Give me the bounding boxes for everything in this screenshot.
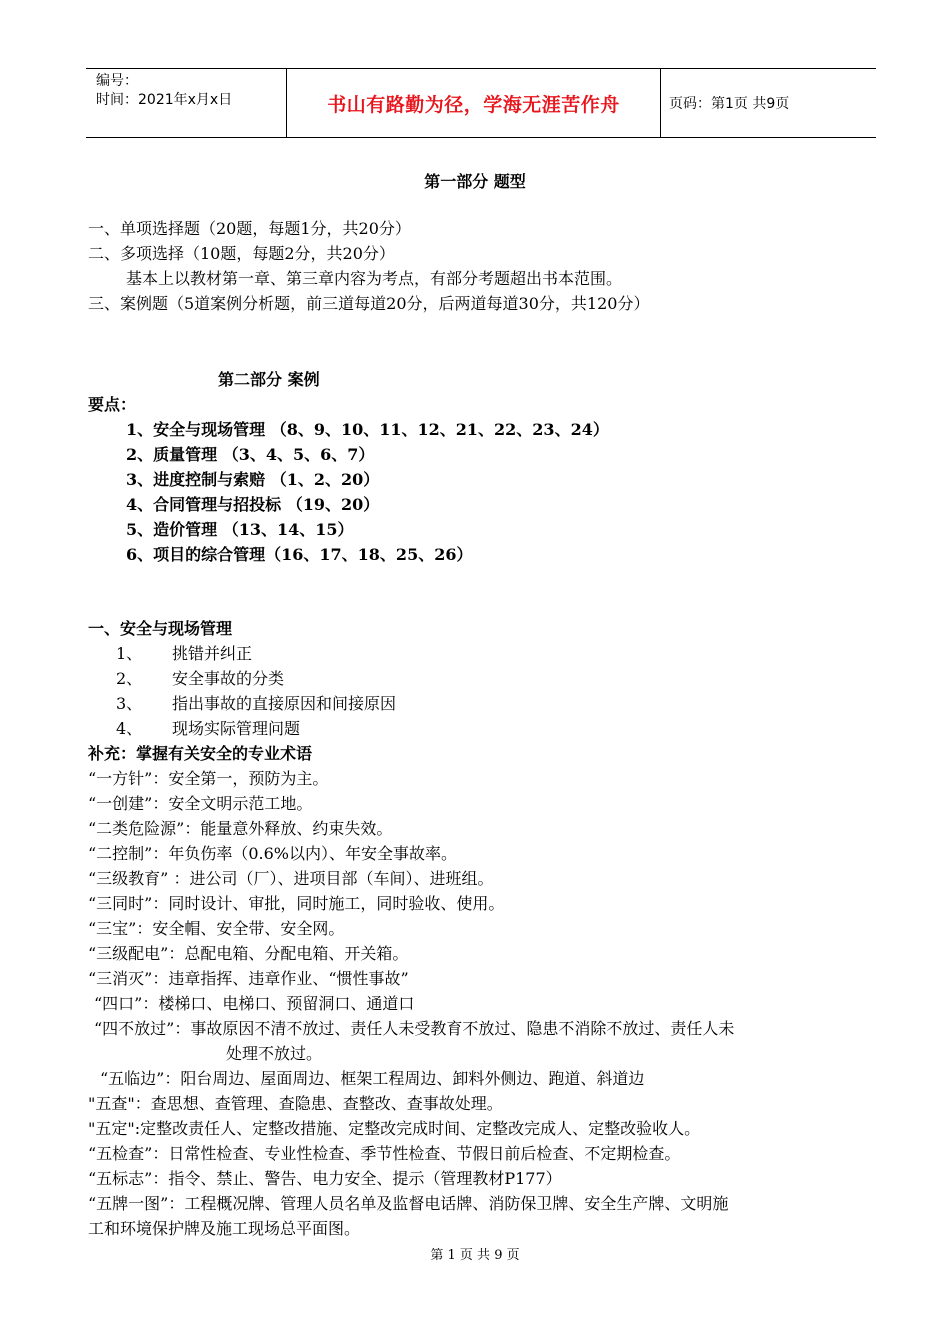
part1-line: 一、单项选择题（20题，每题1分，共20分） <box>88 219 411 238</box>
item-text: 指出事故的直接原因和间接原因 <box>172 694 397 713</box>
term-line: “五临边”：阳台周边、屋面周边、框架工程周边、卸料外侧边、跑道、斜道边 <box>100 1069 645 1088</box>
code-label: 编号： <box>96 73 138 89</box>
item-number: 3、 <box>116 694 143 713</box>
section1-title: 一、安全与现场管理 <box>88 619 233 638</box>
time-label: 时间：2021年x月x日 <box>96 92 233 108</box>
key-point-item: 4、合同管理与招投标 （19、20） <box>126 495 380 514</box>
term-line: “五牌一图”：工程概况牌、管理人员名单及监督电话牌、消防保卫牌、安全生产牌、文明施 <box>88 1194 729 1213</box>
term-line: "五定":定整改责任人、定整改措施、定整改完成时间、定整改完成人、定整改验收人。 <box>88 1119 701 1138</box>
item-number: 1、 <box>116 644 143 663</box>
header-table <box>86 68 876 138</box>
header-motto-cell <box>287 69 661 137</box>
supplement-title: 补充：掌握有关安全的专业术语 <box>88 744 313 763</box>
key-point-item: 1、安全与现场管理 （8、9、10、11、12、21、22、23、24） <box>126 420 609 439</box>
header-meta-cell <box>86 69 287 137</box>
term-line: “三同时”：同时设计、审批，同时施工，同时验收、使用。 <box>88 894 505 913</box>
term-line: 处理不放过。 <box>226 1044 323 1063</box>
term-line: “三消灭”：违章指挥、违章作业、“惯性事故” <box>88 969 409 988</box>
term-line: “二类危险源”：能量意外释放、约束失效。 <box>88 819 393 838</box>
header-page-cell <box>661 69 876 137</box>
term-line: “三级教育” ：进公司（厂）、进项目部（车间）、进班组。 <box>88 869 494 888</box>
section1-item <box>116 693 396 715</box>
item-number: 2、 <box>116 669 143 688</box>
term-line: “三级配电”：总配电箱、分配电箱、开关箱。 <box>88 944 409 963</box>
item-text: 现场实际管理问题 <box>172 719 301 738</box>
term-line: “三宝”：安全帽、安全带、安全网。 <box>88 919 345 938</box>
term-line: “五标志”：指令、禁止、警告、电力安全、提示（管理教材P177） <box>88 1169 562 1188</box>
key-points-label: 要点： <box>88 395 137 414</box>
item-text: 挑错并纠正 <box>172 644 253 663</box>
key-point-item: 6、项目的综合管理（16、17、18、25、26） <box>126 545 473 564</box>
term-line: “一方针”：安全第一，预防为主。 <box>88 769 329 788</box>
section1-item <box>116 643 252 665</box>
term-line: “二控制”：年负伤率（0.6%以内）、年安全事故率。 <box>88 844 458 863</box>
key-point-item: 2、质量管理 （3、4、5、6、7） <box>126 445 375 464</box>
section1-item <box>116 718 300 740</box>
term-line: “一创建”：安全文明示范工地。 <box>88 794 313 813</box>
key-point-item: 3、进度控制与索赔 （1、2、20） <box>126 470 380 489</box>
part1-line: 三、案例题（5道案例分析题，前三道每道20分，后两道每道30分，共120分） <box>88 294 650 313</box>
term-line: "五查"：查思想、查管理、查隐患、查整改、查事故处理。 <box>88 1094 503 1113</box>
term-line: “四不放过”：事故原因不清不放过、责任人未受教育不放过、隐患不消除不放过、责任人未 <box>94 1019 735 1038</box>
part2-title: 第二部分 案例 <box>218 370 320 389</box>
term-line: “五检查”：日常性检查、专业性检查、季节性检查、节假日前后检查、不定期检查。 <box>88 1144 681 1163</box>
item-text: 安全事故的分类 <box>172 669 285 688</box>
term-line: 工和环境保护牌及施工现场总平面图。 <box>88 1219 361 1238</box>
section1-item <box>116 668 284 690</box>
page-info: 页码：第1页 共9页 <box>669 96 790 112</box>
part1-title: 第一部分 题型 <box>424 172 526 191</box>
motto-text: 书山有路勤为径，学海无涯苦作舟 <box>327 93 620 116</box>
term-line: “四口”：楼梯口、电梯口、预留洞口、通道口 <box>94 994 415 1013</box>
key-point-item: 5、造价管理 （13、14、15） <box>126 520 354 539</box>
page-footer: 第 1 页 共 9 页 <box>430 1248 520 1263</box>
item-number: 4、 <box>116 719 143 738</box>
part1-line: 基本上以教材第一章、第三章内容为考点，有部分考题超出书本范围。 <box>126 269 623 288</box>
part1-line: 二、多项选择（10题，每题2分，共20分） <box>88 244 395 263</box>
